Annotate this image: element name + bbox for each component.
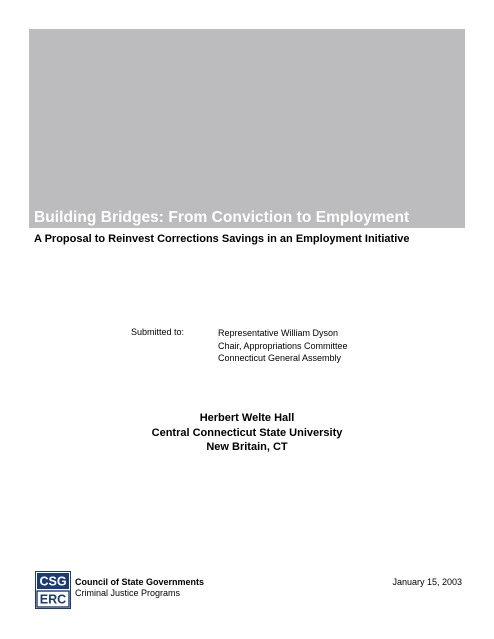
report-title: Building Bridges: From Conviction to Employment xyxy=(34,209,410,226)
recipient-role: Chair, Appropriations Committee xyxy=(218,340,348,351)
csg-erc-logo xyxy=(35,571,71,609)
venue-city: New Britain, CT xyxy=(206,441,288,453)
venue-building: Herbert Welte Hall xyxy=(199,412,295,424)
organization-division: Criminal Justice Programs xyxy=(75,588,181,598)
cover-banner xyxy=(29,29,465,228)
organization-name: Council of State Governments xyxy=(75,577,205,587)
submitted-to-label: Submitted to: xyxy=(131,327,185,337)
recipient-name: Representative William Dyson xyxy=(218,328,339,338)
logo-text-bottom: ERC xyxy=(39,592,67,607)
organization-block xyxy=(75,577,204,599)
recipient-block xyxy=(218,327,348,365)
venue-block xyxy=(0,411,494,455)
recipient-organization: Connecticut General Assembly xyxy=(218,353,342,363)
report-subtitle: A Proposal to Reinvest Corrections Savings in an Employment Initiative xyxy=(34,233,410,245)
venue-university: Central Connecticut State University xyxy=(151,426,343,439)
logo-text-top: CSG xyxy=(39,574,67,589)
report-date: January 15, 2003 xyxy=(392,577,462,587)
